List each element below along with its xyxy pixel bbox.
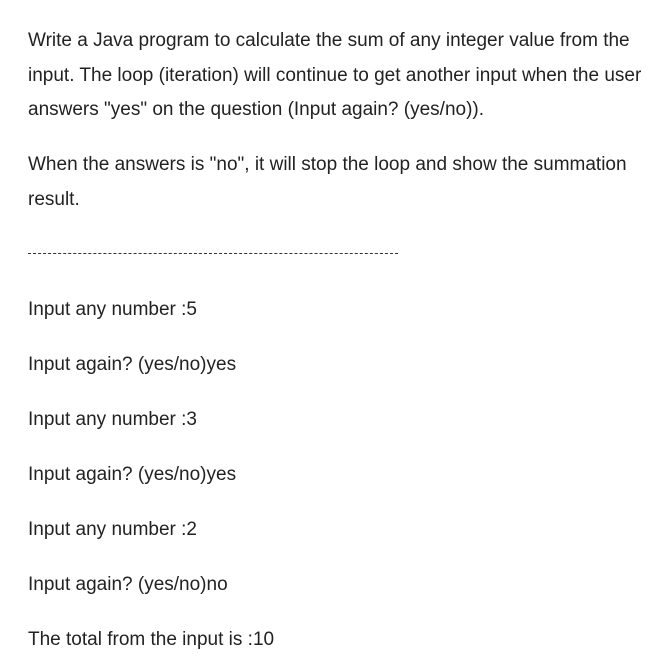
output-total-line: The total from the input is :10: [28, 629, 275, 650]
problem-description: Write a Java program to calculate the sum of any integer value from the input. The loop (iteration) will continue to get another input when the user answers "yes" on the question (Input again? (yes/no)).: [28, 30, 642, 120]
output-line: Input any number :5: [28, 299, 197, 320]
dashed-separator: [28, 253, 398, 254]
stop-condition-description: When the answers is "no", it will stop the loop and show the summation result.: [28, 154, 627, 210]
output-line: Input again? (yes/no)yes: [28, 354, 237, 375]
output-line: Input any number :2: [28, 519, 197, 540]
output-line: Input any number :3: [28, 409, 197, 430]
output-line: Input again? (yes/no)no: [28, 574, 228, 595]
output-line: Input again? (yes/no)yes: [28, 464, 237, 485]
